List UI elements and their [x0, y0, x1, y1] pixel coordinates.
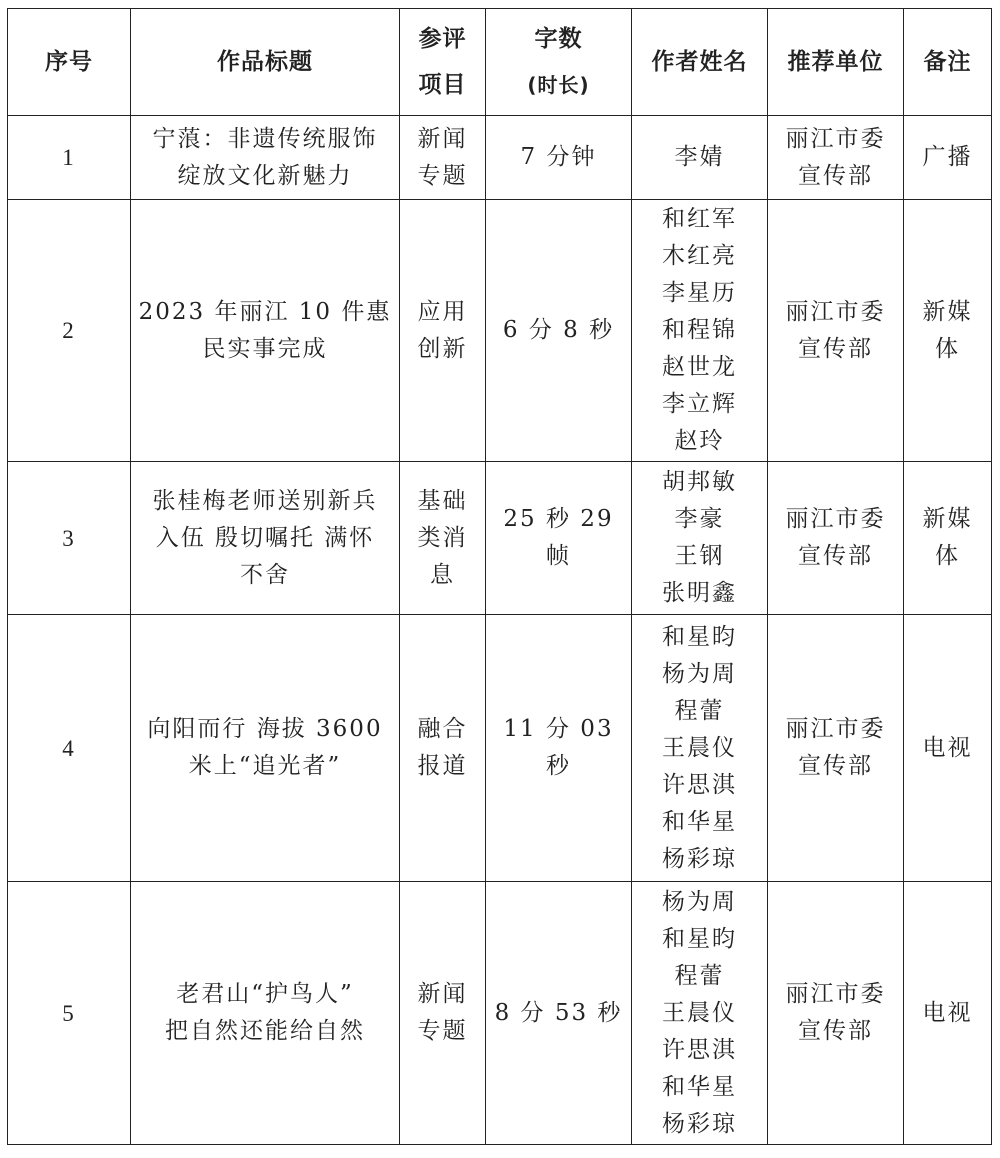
cell-line: 不舍: [240, 561, 290, 588]
cell-line: 新闻: [417, 981, 468, 1007]
header-unit: 推荐单位: [768, 9, 904, 116]
cell-line: 和星昀: [662, 925, 737, 952]
cell-line: 王钢: [674, 543, 725, 569]
cell-line: 程蕾: [674, 697, 725, 724]
cell-title: [131, 615, 400, 882]
cell-length: [486, 116, 632, 200]
cell-length: [486, 200, 632, 462]
cell-line: 创新: [417, 335, 468, 362]
cell-title: [131, 200, 400, 462]
cell-line: 6 分 8 秒: [502, 317, 615, 343]
cell-title: [131, 462, 400, 615]
cell-line: 7 分钟: [520, 144, 597, 170]
header-authors: 作者姓名: [632, 9, 768, 116]
cell-line: 赵玲: [674, 428, 725, 454]
cell-category: [400, 615, 486, 882]
cell-line: 张明鑫: [662, 580, 737, 606]
cell-line: 新媒: [922, 298, 973, 325]
cell-line: 和红军: [662, 206, 737, 232]
cell-index: 4: [8, 615, 131, 882]
table-row: [8, 200, 992, 462]
cell-line: 老君山“护鸟人”: [176, 981, 354, 1007]
cell-line: 宣传部: [798, 162, 873, 189]
cell-category: [400, 882, 486, 1145]
table-row: [8, 462, 992, 615]
cell-line: 绽放文化新魅力: [177, 162, 353, 189]
cell-line: 入伍 殷切嘱托 满怀: [155, 524, 375, 551]
cell-line: 息: [430, 561, 455, 588]
cell-length: [486, 462, 632, 615]
cell-line: 和星昀: [662, 623, 737, 650]
header-note: 备注: [904, 9, 992, 116]
cell-line: 应用: [417, 298, 468, 325]
cell-line: 向阳而行 海拔 3600: [147, 716, 383, 742]
cell-line: 秒: [546, 753, 571, 779]
cell-line: 把自然还能给自然: [165, 1018, 365, 1044]
cell-note: [904, 200, 992, 462]
cell-index: 1: [8, 116, 131, 200]
cell-line: 杨为周: [662, 660, 737, 687]
cell-authors: [632, 116, 768, 200]
award-table: [7, 8, 992, 1145]
cell-line: 杨彩琼: [662, 845, 737, 872]
cell-line: 宣传部: [798, 753, 873, 779]
cell-index: 3: [8, 462, 131, 615]
table-row: [8, 116, 992, 200]
cell-line: 丽江市委: [785, 981, 886, 1007]
header-category: 参评 项目: [400, 9, 486, 116]
cell-line: 8 分 53 秒: [494, 999, 623, 1026]
cell-line: 宁蒗：非遗传统服饰: [152, 125, 378, 152]
cell-line: 专题: [417, 1018, 468, 1044]
cell-category: [400, 200, 486, 462]
cell-unit: [768, 462, 904, 615]
cell-line: 李星历: [662, 280, 737, 306]
cell-category: [400, 462, 486, 615]
cell-line: 杨为周: [662, 888, 737, 915]
cell-line: 丽江市委: [785, 716, 886, 742]
cell-line: 25 秒 29: [503, 506, 614, 532]
cell-line: 电视: [922, 999, 973, 1026]
cell-line: 帧: [546, 543, 571, 569]
cell-line: 程蕾: [674, 962, 725, 989]
cell-line: 王晨仪: [662, 999, 737, 1026]
cell-title: [131, 116, 400, 200]
cell-unit: [768, 882, 904, 1145]
cell-category: [400, 116, 486, 200]
cell-index: 2: [8, 200, 131, 462]
cell-line: 赵世龙: [662, 354, 737, 380]
cell-authors: [632, 615, 768, 882]
cell-line: 李立辉: [662, 391, 737, 417]
cell-note: [904, 462, 992, 615]
cell-line: 新媒: [922, 506, 973, 532]
cell-line: 和华星: [662, 808, 737, 835]
cell-index: 5: [8, 882, 131, 1145]
cell-line: 基础: [417, 487, 468, 514]
cell-line: 融合: [417, 716, 468, 742]
cell-length: [486, 615, 632, 882]
cell-line: 木红亮: [662, 243, 737, 269]
table-row: [8, 615, 992, 882]
cell-unit: [768, 200, 904, 462]
cell-note: [904, 116, 992, 200]
cell-line: 民实事完成: [202, 335, 328, 362]
header-length: 字数 (时长): [486, 9, 632, 116]
cell-line: 宣传部: [798, 1018, 873, 1044]
cell-line: 宣传部: [798, 335, 873, 362]
cell-length: [486, 882, 632, 1145]
cell-line: 李豪: [674, 506, 725, 532]
cell-authors: [632, 882, 768, 1145]
header-row: [8, 9, 992, 116]
cell-unit: [768, 116, 904, 200]
cell-line: 和程锦: [662, 317, 737, 343]
cell-line: 和华星: [662, 1073, 737, 1100]
cell-line: 宣传部: [798, 543, 873, 569]
cell-line: 胡邦敏: [662, 469, 737, 495]
cell-line: 体: [935, 335, 960, 362]
cell-title: [131, 882, 400, 1145]
cell-line: 报道: [417, 753, 468, 779]
header-index: 序号: [8, 9, 131, 116]
cell-line: 专题: [417, 162, 468, 189]
cell-line: 许思淇: [662, 771, 737, 798]
cell-line: 体: [935, 543, 960, 569]
cell-line: 杨彩琼: [662, 1110, 737, 1137]
table-row: [8, 882, 992, 1145]
cell-line: 许思淇: [662, 1036, 737, 1063]
cell-line: 电视: [922, 734, 973, 761]
cell-line: 2023 年丽江 10 件惠: [138, 298, 392, 325]
cell-line: 丽江市委: [785, 506, 886, 532]
cell-line: 李婧: [674, 144, 725, 170]
cell-note: [904, 882, 992, 1145]
cell-note: [904, 615, 992, 882]
cell-authors: [632, 462, 768, 615]
cell-line: 新闻: [417, 125, 468, 152]
cell-line: 王晨仪: [662, 734, 737, 761]
cell-authors: [632, 200, 768, 462]
cell-line: 丽江市委: [785, 125, 886, 152]
cell-line: 广播: [922, 144, 973, 170]
header-title: 作品标题: [131, 9, 400, 116]
cell-line: 丽江市委: [785, 298, 886, 325]
cell-line: 类消: [417, 524, 468, 551]
cell-line: 张桂梅老师送别新兵: [152, 487, 378, 514]
cell-line: 米上“追光者”: [188, 753, 342, 779]
cell-line: 11 分 03: [503, 716, 614, 742]
cell-unit: [768, 615, 904, 882]
